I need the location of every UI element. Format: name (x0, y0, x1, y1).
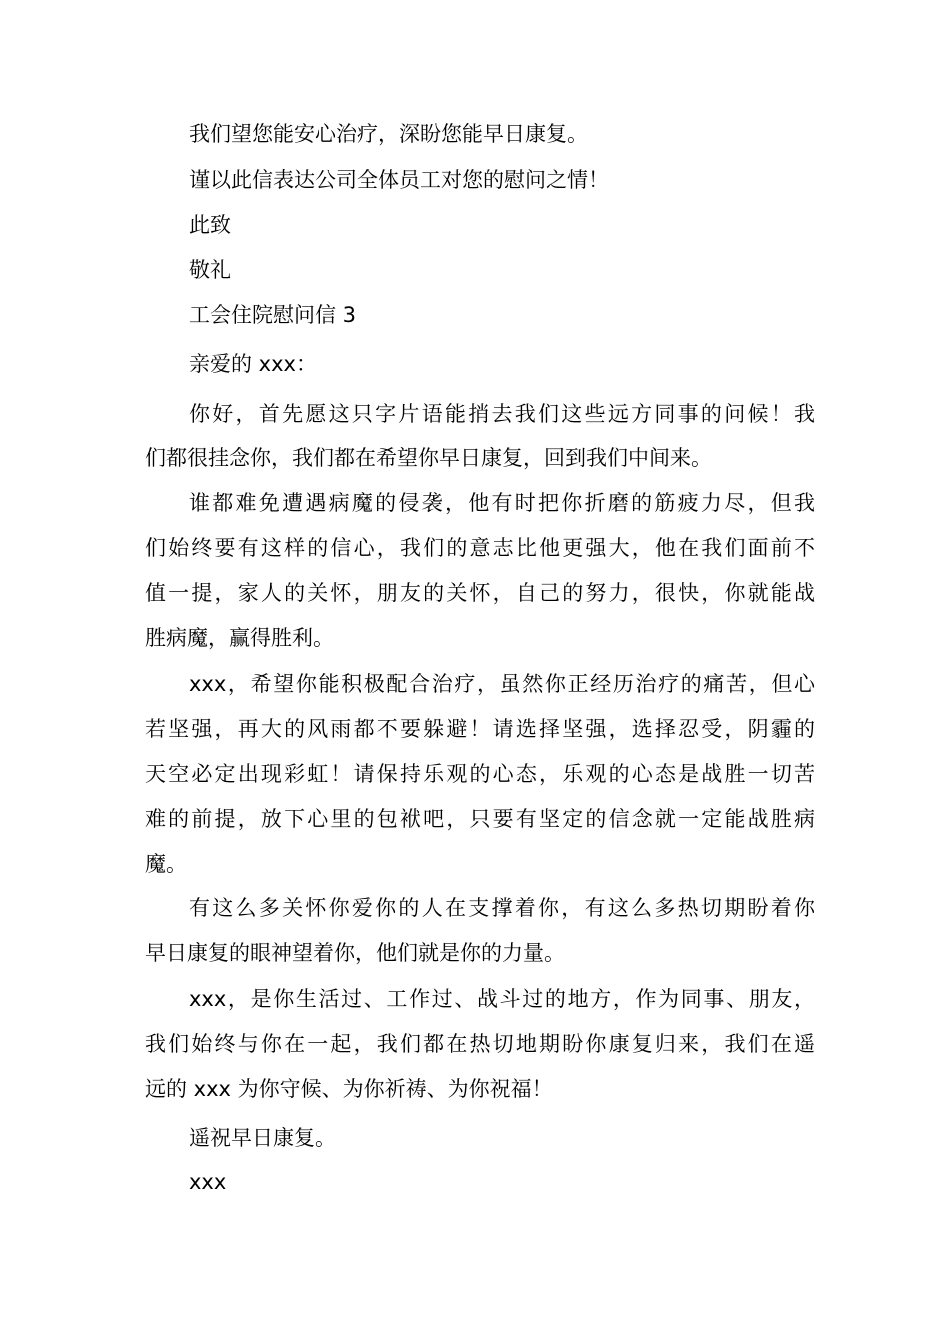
paragraph-3-line-3: 天空必定出现彩虹！请保持乐观的心态，乐观的心态是战胜一切苦 (145, 762, 815, 786)
paragraph-2-line-3: 值一提，家人的关怀，朋友的关怀，自己的努力，很快，你就能战 (145, 581, 815, 605)
closing-wish: 遥祝早日康复。 (189, 1126, 336, 1150)
letter-line-cizhi: 此致 (189, 213, 231, 237)
paragraph-1-line-1: 你好，首先愿这只字片语能捎去我们这些远方同事的问候！我 (189, 402, 815, 426)
paragraph-1-line-2: 们都很挂念你，我们都在希望你早日康复，回到我们中间来。 (145, 446, 712, 470)
signature: xxx (189, 1170, 227, 1194)
paragraph-5-line-3: 远的 xxx 为你守候、为你祈祷、为你祝福！ (145, 1077, 553, 1101)
paragraph-3-line-4: 难的前提，放下心里的包袱吧，只要有坚定的信念就一定能战胜病 (145, 807, 815, 831)
paragraph-3-line-2: 若坚强，再大的风雨都不要躲避！请选择坚强，选择忍受，阴霾的 (145, 717, 815, 741)
paragraph-2-line-4: 胜病魔，赢得胜利。 (145, 626, 334, 650)
paragraph-4-line-2: 早日康复的眼神望着你，他们就是你的力量。 (145, 941, 565, 965)
paragraph-3-line-1: xxx，希望你能积极配合治疗，虽然你正经历治疗的痛苦，但心 (189, 672, 815, 696)
paragraph-5-line-2: 我们始终与你在一起，我们都在热切地期盼你康复归来，我们在遥 (145, 1032, 815, 1056)
letter-line-jingli: 敬礼 (189, 258, 231, 282)
letter-line-closing-wish: 我们望您能安心治疗，深盼您能早日康复。 (189, 122, 588, 146)
salutation: 亲爱的 xxx： (189, 352, 317, 376)
paragraph-4-line-1: 有这么多关怀你爱你的人在支撑着你，有这么多热切期盼着你 (189, 896, 815, 920)
letter-line-regards: 谨以此信表达公司全体员工对您的慰问之情！ (189, 168, 609, 192)
paragraph-2-line-2: 们始终要有这样的信心，我们的意志比他更强大，他在我们面前不 (145, 536, 815, 560)
paragraph-2-line-1: 谁都难免遭遇病魔的侵袭，他有时把你折磨的筋疲力尽，但我 (189, 491, 815, 515)
paragraph-5-line-1: xxx，是你生活过、工作过、战斗过的地方，作为同事、朋友， (189, 987, 815, 1011)
paragraph-3-line-5: 魔。 (145, 852, 187, 876)
section-heading: 工会住院慰问信 3 (189, 303, 357, 327)
